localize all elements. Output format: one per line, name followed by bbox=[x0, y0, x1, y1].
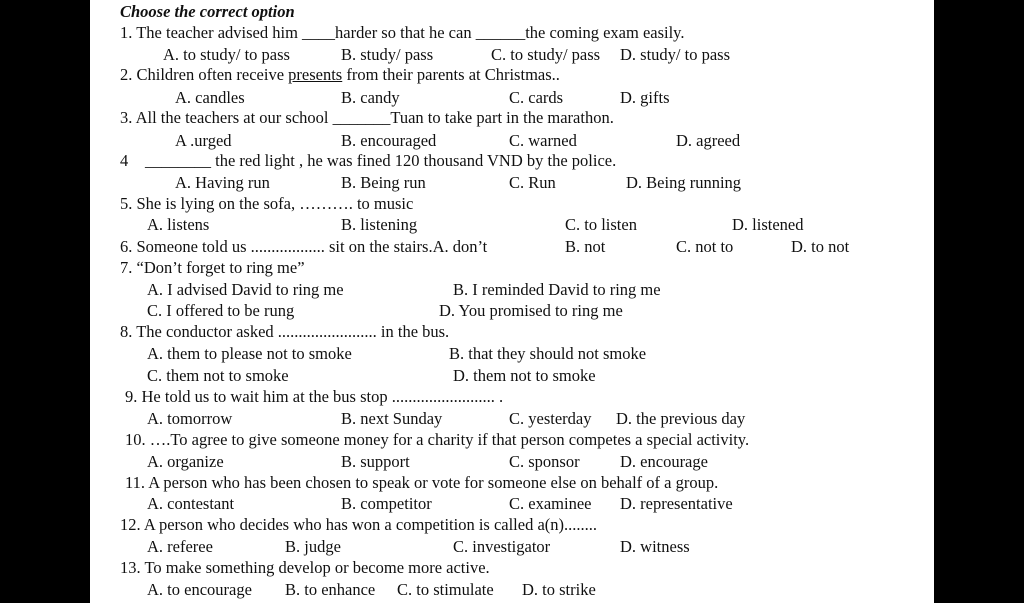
q2-stem-post: from their parents at Christmas.. bbox=[342, 65, 560, 84]
q12-option-c: C. investigator bbox=[453, 537, 551, 556]
q2-underlined-word: presents bbox=[288, 65, 343, 84]
q13-option-d: D. to strike bbox=[522, 580, 596, 599]
q13-option-a: A. to encourage bbox=[147, 580, 252, 599]
q13-option-c: C. to stimulate bbox=[397, 580, 494, 599]
q1-option-a: A. to study/ to pass bbox=[163, 45, 290, 64]
q4-option-c: C. Run bbox=[509, 173, 556, 192]
q4-option-a: A. Having run bbox=[175, 173, 270, 192]
q7-option-a: A. I advised David to ring me bbox=[147, 280, 344, 299]
q12-option-a: A. referee bbox=[147, 537, 213, 556]
q13-stem: 13. To make something develop or become more active. bbox=[120, 558, 490, 577]
q4-option-b: B. Being run bbox=[341, 173, 426, 192]
q2-option-b: B. candy bbox=[341, 88, 400, 107]
q3-option-c: C. warned bbox=[509, 131, 577, 150]
q12-stem: 12. A person who decides who has won a competition is called a(n)........ bbox=[120, 515, 598, 534]
q3-stem: 3. All the teachers at our school _______Tuan to take part in the marathon. bbox=[120, 108, 614, 127]
q12-option-b: B. judge bbox=[285, 537, 341, 556]
q3-option-d: D. agreed bbox=[676, 131, 741, 150]
q10-option-b: B. support bbox=[341, 452, 410, 471]
q7-option-d: D. You promised to ring me bbox=[439, 301, 623, 320]
q7-option-b: B. I reminded David to ring me bbox=[453, 280, 661, 299]
q4-stem: ________ the red light , he was fined 120 thousand VND by the police. bbox=[145, 151, 617, 170]
q8-option-d: D. them not to smoke bbox=[453, 366, 596, 385]
q6-stem: 6. Someone told us .................. sit on the stairs.A. don’t bbox=[120, 237, 488, 256]
q13-option-b: B. to enhance bbox=[285, 580, 376, 599]
q1-option-c: C. to study/ pass bbox=[491, 45, 601, 64]
q7-option-c: C. I offered to be rung bbox=[147, 301, 295, 320]
q12-option-d: D. witness bbox=[620, 537, 690, 556]
q2-option-d: D. gifts bbox=[620, 88, 670, 107]
q5-option-c: C. to listen bbox=[565, 215, 637, 234]
q11-option-a: A. contestant bbox=[147, 494, 235, 513]
q8-option-c: C. them not to smoke bbox=[147, 366, 289, 385]
q6-option-c: C. not to bbox=[676, 237, 734, 256]
q10-stem: 10. ….To agree to give someone money for a charity if that person competes a special activity. bbox=[125, 430, 750, 449]
q5-stem: 5. She is lying on the sofa, ………. to music bbox=[120, 194, 414, 213]
q1-stem: 1. The teacher advised him ____harder so that he can ______the coming exam easily. bbox=[120, 23, 685, 42]
q4-number: 4 bbox=[120, 151, 129, 170]
q10-option-c: C. sponsor bbox=[509, 452, 580, 471]
q5-option-d: D. listened bbox=[732, 215, 804, 234]
q9-option-b: B. next Sunday bbox=[341, 409, 443, 428]
q9-option-c: C. yesterday bbox=[509, 409, 592, 428]
q2-stem bbox=[120, 65, 560, 85]
q1-option-b: B. study/ pass bbox=[341, 45, 434, 64]
q7-stem: 7. “Don’t forget to ring me” bbox=[120, 258, 305, 277]
q1-option-d: D. study/ to pass bbox=[620, 45, 731, 64]
q8-option-a: A. them to please not to smoke bbox=[147, 344, 352, 363]
q9-option-d: D. the previous day bbox=[616, 409, 746, 428]
q10-option-d: D. encourage bbox=[620, 452, 708, 471]
q11-option-b: B. competitor bbox=[341, 494, 432, 513]
q11-option-d: D. representative bbox=[620, 494, 733, 513]
q2-option-a: A. candles bbox=[175, 88, 245, 107]
q8-option-b: B. that they should not smoke bbox=[449, 344, 647, 363]
q9-stem: 9. He told us to wait him at the bus stop ......................... . bbox=[125, 387, 504, 406]
q10-option-a: A. organize bbox=[147, 452, 224, 471]
q11-option-c: C. examinee bbox=[509, 494, 592, 513]
q2-option-c: C. cards bbox=[509, 88, 564, 107]
q6-option-d: D. to not bbox=[791, 237, 850, 256]
q2-stem-pre: 2. Children often receive bbox=[120, 65, 289, 84]
worksheet-title: Choose the correct option bbox=[120, 2, 295, 21]
q4-option-d: D. Being running bbox=[626, 173, 742, 192]
q3-option-b: B. encouraged bbox=[341, 131, 437, 150]
q11-stem: 11. A person who has been chosen to speak or vote for someone else on behalf of a group. bbox=[125, 473, 719, 492]
q5-option-a: A. listens bbox=[147, 215, 210, 234]
q6-option-b: B. not bbox=[565, 237, 606, 256]
q8-stem: 8. The conductor asked ........................ in the bus. bbox=[120, 322, 450, 341]
q5-option-b: B. listening bbox=[341, 215, 418, 234]
q9-option-a: A. tomorrow bbox=[147, 409, 233, 428]
q3-option-a: A .urged bbox=[175, 131, 232, 150]
